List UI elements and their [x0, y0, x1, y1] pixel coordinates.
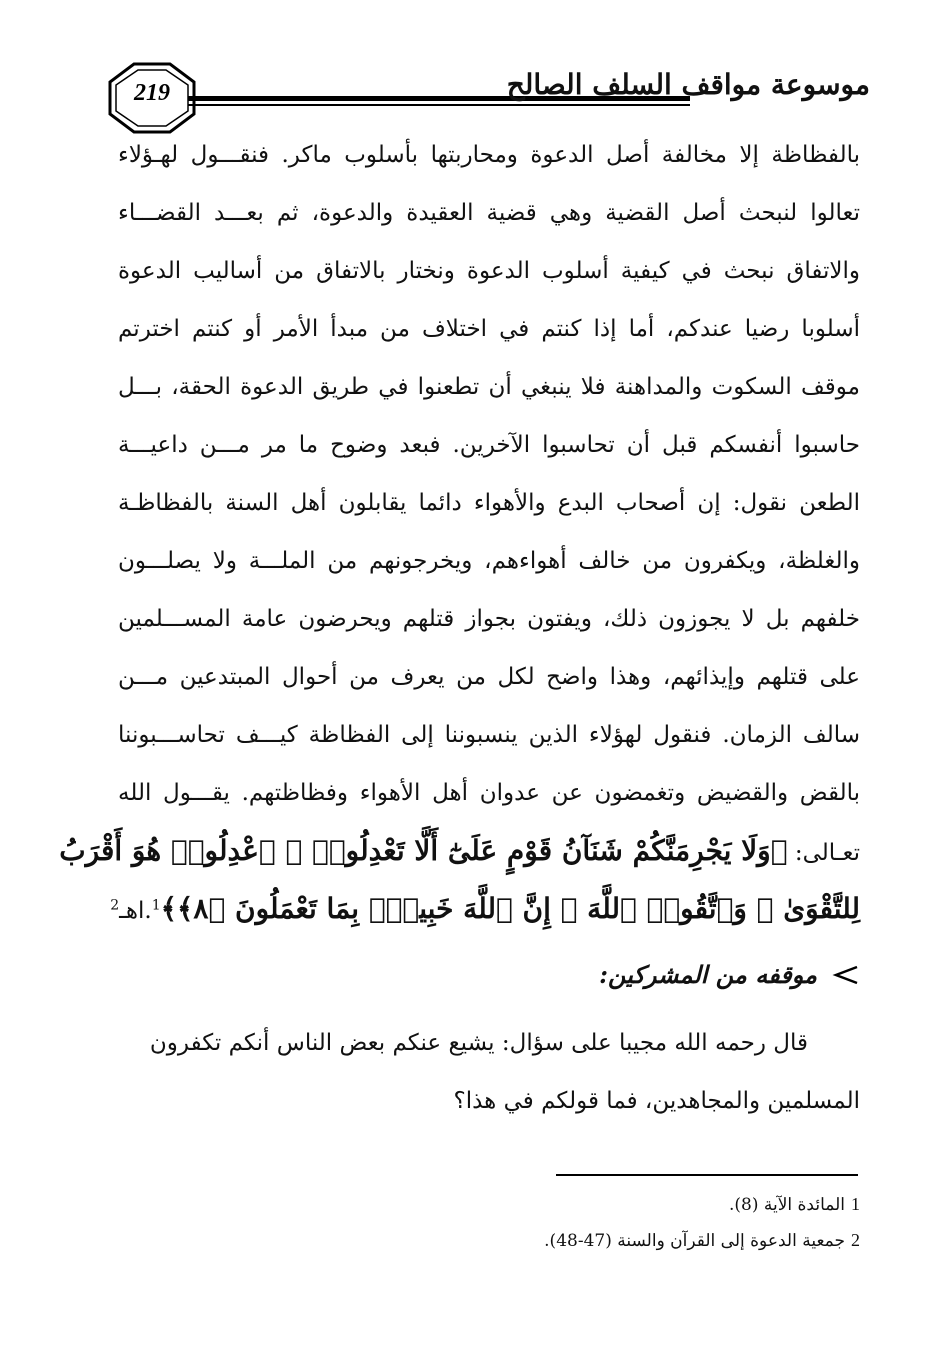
footnote [440, 1186, 860, 1222]
text-line: تعالوا لنبحث أصل القضية وهي قضية العقيدة والدعوة، ثم بعـــد القضـــاء [118, 200, 860, 226]
quran-line [110, 880, 860, 938]
page-number-badge [108, 62, 196, 134]
body-paragraph [118, 1014, 860, 1130]
text-line: الطعن نقول: إن أصحاب البدع والأهواء دائما يقابلون أهل السنة بالفظاظـة [118, 490, 860, 516]
quran-prefix: تعـالى: [794, 840, 860, 866]
footnote-number: 1 [851, 1194, 860, 1214]
text-line: موقف السكوت والمداهنة فلا ينبغي أن تطعنوا في طريق الدعوة الحقة، بـــل [118, 374, 860, 400]
footnote-number: 2 [851, 1230, 860, 1250]
text-line: سالف الزمان. فنقول لهؤلاء الذين ينسبوننا إلى الفظاظة كيـــف تحاســـبوننا [118, 722, 860, 748]
footnote-ref: 1 [151, 897, 161, 914]
quran-line [59, 822, 860, 880]
quran-verse: ﴿وَلَا يَجْرِمَنَّكُمْ شَنَآنُ قَوْمٍ عَلَىٰٓ أَلَّا تَعْدِلُوا۟ ۚ ٱعْدِلُوا۟ هُوَ أَقْرَبُ [59, 834, 788, 867]
text-line: حاسبوا أنفسكم قبل أن تحاسبوا الآخرين. فبعد وضوح ما مر مـــن داعيـــة [118, 432, 860, 458]
text-line: والاتفاق نبحث في كيفية أسلوب الدعوة ونختار بالاتفاق من أساليب الدعوة [118, 258, 860, 284]
text-line: خلفهم بل لا يجوزون ذلك، ويفتون بجواز قتلهم ويحرضون عامة المســـلمين [118, 606, 860, 632]
arrowhead-bullet-icon [833, 965, 859, 985]
footnote-text: المائدة الآية (8). [728, 1195, 845, 1215]
quote-end: .اهـ [119, 898, 152, 924]
footnote [440, 1222, 860, 1258]
text-line: أسلوبا رضيا عندكم، أما إذا كنتم في اختلاف من مبدأ الأمر أو كنتم اخترتم [118, 316, 860, 342]
footnote-text: جمعية الدعوة إلى القرآن والسنة (47-48). [544, 1231, 845, 1251]
header-rule [188, 104, 690, 106]
section-heading-row [599, 960, 859, 989]
footnote-divider [556, 1174, 858, 1176]
series-title: موسوعة مواقف السلف الصالح [506, 68, 870, 101]
text-line: بالفظاظة إلا مخالفة أصل الدعوة ومحاربتها بأسلوب ماكر. فنقـــول لهـؤلاء [118, 142, 860, 168]
text-line: على قتلهم وإيذائهم، وهذا واضح لكل من يعرف من أحوال المبتدعين مـــن [118, 664, 860, 690]
footnote-ref: 2 [110, 897, 120, 914]
text-line: قال رحمه الله مجيبا على سؤال: يشيع عنكم بعض الناس أنكم تكفرون [149, 1030, 808, 1056]
quran-verse: لِلتَّقْوَىٰ ۖ وَٱتَّقُوا۟ ٱللَّهَ ۚ إِنَّ ٱللَّهَ خَبِيرٌۢ بِمَا تَعْمَلُونَ ﴿٨﴾﴾ [160, 892, 860, 925]
text-line: بالقض والقضيض وتغمضون عن عدوان أهل الأهواء وفظاظتهم. يقـــول الله [118, 780, 860, 806]
page-number: 219 [134, 80, 170, 106]
text-line: المسلمين والمجاهدين، فما قولكم في هذا؟ [453, 1088, 860, 1114]
text-line: والغلظة، ويكفرون من خالف أهواءهم، ويخرجونهم من الملـــة ولا يصلـــون [118, 548, 860, 574]
section-heading: موقفه من المشركين: [599, 960, 817, 989]
footnotes [440, 1186, 860, 1258]
body-paragraph [59, 126, 860, 938]
